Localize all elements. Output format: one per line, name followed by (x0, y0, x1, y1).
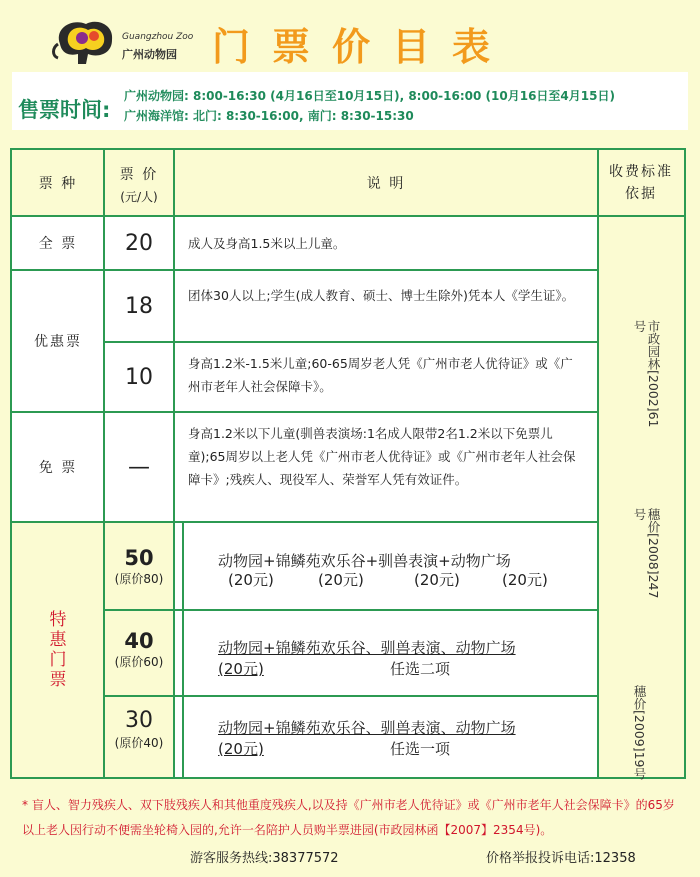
special-c-price: 30 (125, 708, 153, 733)
special-a-fee-4: (20元) (502, 571, 548, 589)
aquarium-hours: 广州海洋馆: 北门: 8:30-16:00, 南门: 8:30-15:30 (124, 109, 414, 123)
grid-line (12, 411, 598, 413)
note-star: * (22, 798, 28, 812)
special-a-orig: (原价80) (114, 572, 164, 586)
grid-line (104, 695, 598, 697)
header-basis: 收费标准依据 (609, 164, 673, 202)
full-ticket-price: 20 (125, 230, 153, 256)
header-price (104, 150, 174, 216)
complaint-hotline: 价格举报投诉电话:12358 (486, 851, 636, 866)
full-ticket-type: 全 票 (38, 236, 78, 252)
discount-a-price: 18 (125, 293, 153, 319)
free-ticket-type: 免 票 (38, 460, 78, 476)
full-ticket-desc: 成人及身高1.5米以上儿童。 (188, 236, 346, 251)
special-b-pick: 任选二项 (390, 660, 451, 678)
grid-line (12, 269, 598, 271)
special-b-orig: (原价60) (114, 655, 164, 669)
logo-text-cn: 广州动物园 (122, 48, 177, 61)
header-ticket-type: 票 种 (38, 176, 78, 192)
special-a-line1: 动物园+锦鳞苑欢乐谷+驯兽表演+动物广场 (218, 552, 511, 570)
header-price-label: 票 价 (119, 167, 159, 183)
footer-note (22, 793, 682, 843)
special-c-price-cell (104, 708, 174, 751)
grid-line (104, 609, 598, 611)
grid-line (12, 521, 598, 523)
basis-2: 穗价[2008]247号 (632, 508, 661, 599)
basis-1: 市政园林[2002]61号 (632, 320, 661, 428)
special-ticket-type-cell (12, 522, 104, 777)
discount-a-desc: 团体30人以上;学生(成人教育、硕士、博士生除外)凭本人《学生证》。 (188, 288, 575, 303)
grid-line (173, 150, 175, 777)
ticket-hours-label: 售票时间: (18, 98, 111, 122)
grid-line (104, 341, 598, 343)
special-b-price: 40 (124, 629, 154, 653)
special-a-price-cell (104, 546, 174, 587)
grid-line (12, 215, 684, 217)
header-price-unit: (元/人) (120, 190, 158, 204)
special-a-price: 50 (124, 546, 154, 570)
service-hotline: 游客服务热线:38377572 (190, 851, 339, 866)
header-description: 说 明 (366, 176, 406, 192)
special-a-fee-3: (20元) (414, 571, 460, 589)
special-c-fee: (20元) (218, 740, 264, 758)
discount-b-price: 10 (125, 364, 153, 390)
special-ticket-type: 特惠门票 (49, 609, 67, 690)
logo-text-en: Guangzhou Zoo (122, 32, 194, 42)
price-table (10, 148, 686, 779)
grid-line (182, 522, 184, 777)
grid-line (597, 150, 599, 777)
grid-line (103, 150, 105, 777)
special-a-fee-1: (20元) (228, 571, 274, 589)
special-b-line1: 动物园+锦鳞苑欢乐谷、驯兽表演、动物广场 (218, 639, 516, 657)
zoo-logo (52, 14, 202, 70)
special-b-fee: (20元) (218, 660, 264, 678)
basis-3: 穗价[2009]19号 (632, 685, 647, 780)
zoo-hours: 广州动物园: 8:00-16:30 (4月16日至10月15日), 8:00-16:00 (10月16日至4月15日) (124, 89, 615, 103)
special-a-fee-2: (20元) (318, 571, 364, 589)
note-text: 盲人、智力残疾人、双下肢残疾人和其他重度残疾人,以及持《广州市老人优待证》或《广州市老年人社会保障卡》的65岁以上老人因行动不便需坐轮椅入园的,允许一名陪护人员购半票进园(市政园林函【2007】2354号)。 (22, 798, 675, 837)
page-title: 门票价目表 (212, 25, 513, 69)
special-c-orig: (原价40) (114, 736, 164, 750)
free-ticket-desc: 身高1.2米以下儿童(驯兽表演场:1名成人限带2名1.2米以下免票儿童);65周岁以上老人凭《广州市老人优待证》或《广州市老年人社会保障卡》;残疾人、现役军人、荣誉军人凭有效证件。 (188, 426, 576, 487)
special-c-pick: 任选一项 (390, 740, 451, 758)
special-c-line1: 动物园+锦鳞苑欢乐谷、驯兽表演、动物广场 (218, 719, 516, 737)
discount-ticket-type: 优惠票 (34, 334, 82, 350)
free-ticket-price: — (128, 454, 150, 480)
discount-b-desc: 身高1.2米-1.5米儿童;60-65周岁老人凭《广州市老人优待证》或《广州市老年人社会保障卡》。 (188, 356, 573, 394)
special-b-price-cell (104, 629, 174, 670)
